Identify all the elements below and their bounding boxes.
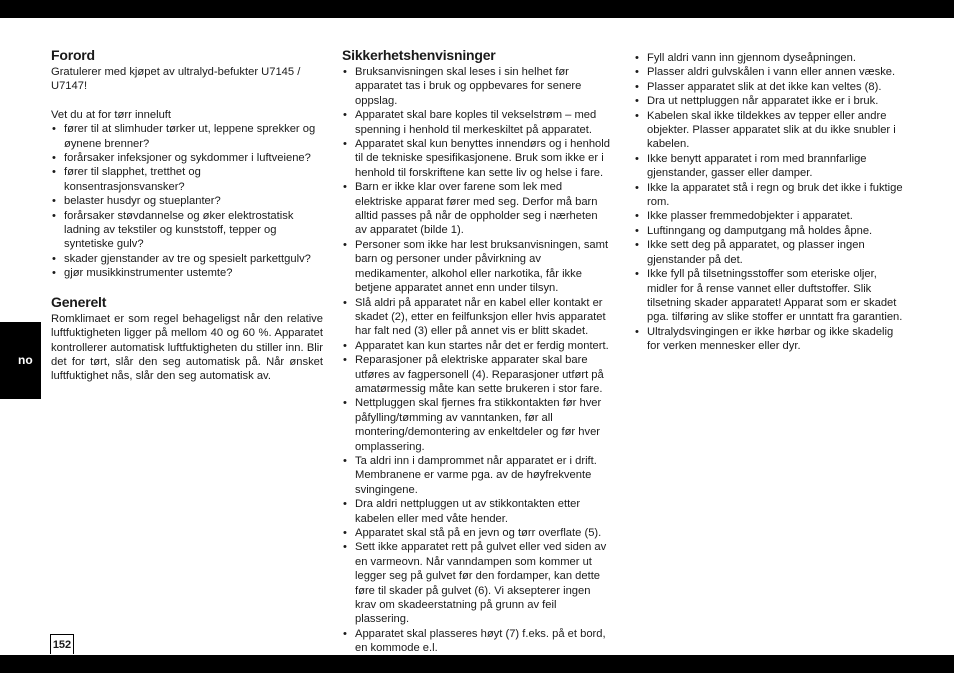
list-item: • Ikke sett deg på apparatet, og plasser ingen gjenstander på det.	[634, 238, 906, 267]
forord-list	[51, 122, 323, 280]
list-item: • skader gjenstander av tre og spesielt parkettgulv?	[51, 252, 323, 266]
spacer	[51, 94, 323, 108]
list-item: • Ultralydsvingingen er ikke hørbar og ikke skadelig for verken mennesker eller dyr.	[634, 325, 906, 354]
list-item: • Apparatet skal kun benyttes innendørs og i henhold til de tekniske spesifikasjonene. Bruk som ikke er i henhold til forskriftene kan sette liv og helse i fare.	[342, 137, 612, 180]
language-tab-label: no	[18, 353, 33, 367]
list-item: • Slå aldri på apparatet når en kabel eller kontakt er skadet (2), etter en feilfunksjon eller hvis apparatet har falt ned (3) eller på annet vis er blitt skadet.	[342, 296, 612, 339]
list-item: • fører til slapphet, tretthet og konsentrasjonsvansker?	[51, 165, 323, 194]
list-item: • Luftinngang og damputgang må holdes åpne.	[634, 224, 906, 238]
list-item: • Ikke la apparatet stå i regn og bruk det ikke i fuktige rom.	[634, 181, 906, 210]
list-item: • Apparatet skal plasseres høyt (7) f.eks. på et bord, en kommode e.l.	[342, 627, 612, 656]
column-right	[634, 46, 906, 354]
list-item: • Bruksanvisningen skal leses i sin helhet før apparatet tas i bruk og oppbevares for senere oppslag.	[342, 65, 612, 108]
list-item: • Apparatet kan kun startes når det er ferdig montert.	[342, 339, 612, 353]
list-item: • Ta aldri inn i damprommet når apparatet er i drift. Membranene er varme pga. av de høyfrekvente svingingene.	[342, 454, 612, 497]
heading-sikkerhetshenvisninger: Sikkerhetshenvisninger	[342, 47, 496, 63]
list-item: • Reparasjoner på elektriske apparater skal bare utføres av fagpersonell (4). Reparasjoner utført på amatørmessig måte kan sette brukeren i stor fare.	[342, 353, 612, 396]
list-item: • forårsaker infeksjoner og sykdommer i luftveiene?	[51, 151, 323, 165]
language-tab	[0, 322, 41, 399]
column-middle	[342, 46, 612, 656]
safety-list	[342, 65, 612, 656]
list-item: • forårsaker støvdannelse og øker elektrostatisk ladning av tekstiler og kunststoff, tepper og syntetiske gulv?	[51, 209, 323, 252]
heading-generelt: Generelt	[51, 293, 107, 310]
column-left	[51, 46, 323, 384]
list-item: • Dra ut nettpluggen når apparatet ikke er i bruk.	[634, 94, 906, 108]
list-item: • fører til at slimhuder tørker ut, leppene sprekker og øynene brenner?	[51, 122, 323, 151]
spacer	[51, 281, 323, 293]
list-item: • Ikke fyll på tilsetningsstoffer som eteriske oljer, midler for å rense vannet eller duftstoffer. Slik tilsetning skader apparatet! Apparat som er skadet pga. tilføring av slike stoffer er unntatt fra garantien.	[634, 267, 906, 325]
list-item: • Plasser aldri gulvskålen i vann eller annen væske.	[634, 65, 906, 79]
list-item: • Dra aldri nettpluggen ut av stikkontakten etter kabelen eller med våte hender.	[342, 497, 612, 526]
list-item: • belaster husdyr og stueplanter?	[51, 194, 323, 208]
list-item: • Fyll aldri vann inn gjennom dyseåpningen.	[634, 51, 906, 65]
generelt-text: Romklimaet er som regel behageligst når den relative luftfuktigheten ligger på mellom 40 og 60 %. Apparatet kontrollerer automatisk luftfuktigheten du stiller inn. Blir det for tørt, slår den seg automatisk på. Når ønsket luftfuktighet nås, slår den seg automatisk av.	[51, 312, 323, 383]
list-item: • Apparatet skal stå på en jevn og tørr overflate (5).	[342, 526, 612, 540]
forord-intro: Gratulerer med kjøpet av ultralyd-befukter U7145 / U7147!	[51, 66, 301, 93]
list-item: • Barn er ikke klar over farene som lek med elektriske apparat fører med seg. Derfor må barn alltid passes på når de oppholder seg i nærheten av apparatet (bilde 1).	[342, 180, 612, 238]
bottom-bar	[0, 655, 954, 673]
list-item: • Nettpluggen skal fjernes fra stikkontakten før hver påfylling/tømming av vanntanken, før all montering/demontering av enkeltdeler og før hver omplassering.	[342, 396, 612, 454]
list-item: • Personer som ikke har lest bruksanvisningen, samt barn og personer under påvirkning av medikamenter, alkohol eller narkotika, får ikke betjene apparatet annet enn under tilsyn.	[342, 238, 612, 296]
list-item: • Apparatet skal bare koples til vekselstrøm – med spenning i henhold til merkeskiltet på apparatet.	[342, 108, 612, 137]
list-item: • Sett ikke apparatet rett på gulvet eller ved siden av en varmeovn. Når vanndampen som kommer ut legger seg på gulvet før den fordamper, kan dette føre til skader på gulvet (6). Vi aksepterer ingen krav om skadeerstatning på grunn av feil plassering.	[342, 540, 612, 626]
top-bar	[0, 0, 954, 18]
list-item: • gjør musikkinstrumenter ustemte?	[51, 266, 323, 280]
list-item: • Ikke benytt apparatet i rom med brannfarlige gjenstander, gasser eller damper.	[634, 152, 906, 181]
forord-lead: Vet du at for tørr inneluft	[51, 108, 172, 121]
list-item: • Plasser apparatet slik at det ikke kan veltes (8).	[634, 80, 906, 94]
list-item: • Kabelen skal ikke tildekkes av tepper eller andre objekter. Plasser apparatet slik at du ikke snubler i kabelen.	[634, 109, 906, 152]
heading-forord: Forord	[51, 47, 95, 63]
page-number: 152	[50, 634, 74, 654]
list-item: • Ikke plasser fremmedobjekter i apparatet.	[634, 209, 906, 223]
safety-list-continued	[634, 51, 906, 354]
